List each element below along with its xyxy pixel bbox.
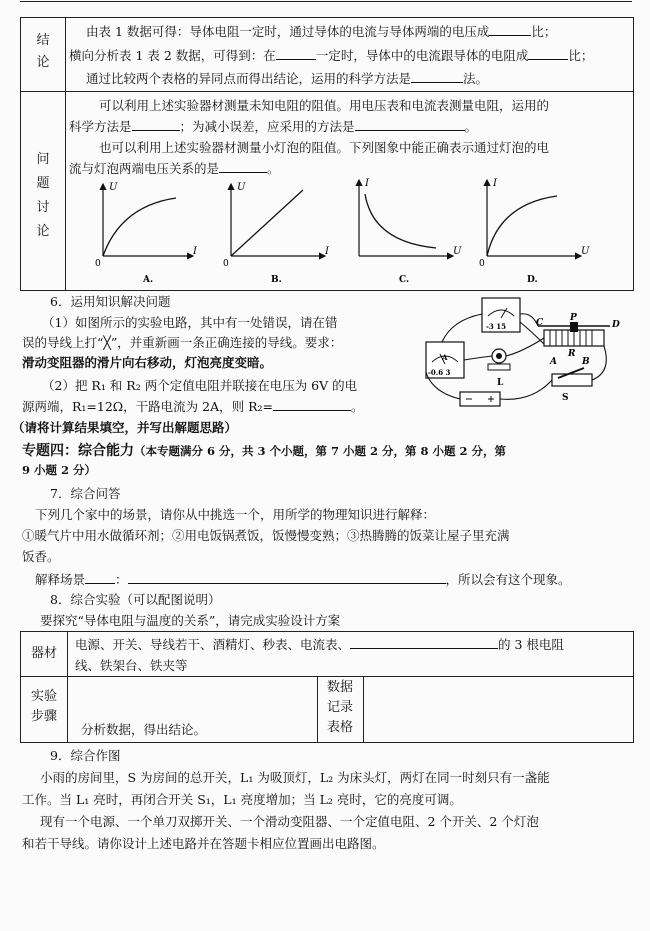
rheostat (536, 313, 620, 367)
graph-b-y-label: U (237, 182, 246, 193)
topic4-heading: 专题四：综合能力（本专题满分 6 分，共 3 个小题，第 7 小题 2 分，第 8 小题 2 分，第 (22, 443, 507, 459)
graph-b-x-label: I (325, 246, 329, 257)
scene-choice-blank[interactable] (85, 571, 115, 584)
point-c: C (536, 318, 544, 328)
q6-p1-line-1: （1）如图所示的实验电路，其中有一处错误，请在错 (42, 315, 338, 330)
ammeter (426, 342, 464, 378)
q9-line-1: 小雨的房间里，S 为房间的总开关，L₁ 为吸顶灯，L₂ 为床头灯，两灯在同一时刻只有一盏能 (40, 770, 550, 785)
discussion-p1-line-1: 可以利用上述实验器材测量未知电阻的阻值。用电压表和电流表测量电阻，运用的 (99, 98, 550, 113)
equipment-line-2: 线、铁架台、铁夹等 (75, 658, 188, 673)
steps-text: 分析数据，得出结论。 (81, 722, 207, 737)
q6-p2-line-2: 源两端，R₁=12Ω，干路电流为 2A，则 R₂= 。 (22, 399, 364, 414)
q9-line-2: 工作。当 L₁ 亮时，再闭合开关 S₁，L₁ 亮度增加；当 L₂ 亮时，它的亮度可调。 (22, 792, 462, 807)
graph-d-y-label: I (493, 178, 497, 189)
graph-b[interactable] (223, 182, 330, 285)
steps-label: 实验 步骤 (30, 689, 57, 724)
discussion-p1-line-2: 科学方法是 ；为减小误差，应采用的方法是 。 (69, 119, 478, 134)
q6-p1-line-3: 滑动变阻器的滑片向右移动，灯泡亮度变暗。 (22, 355, 273, 370)
ammeter-scale: -0.6 3 (428, 368, 451, 377)
top-border (20, 1, 632, 2)
lamp (488, 349, 510, 388)
q7-line-2: ①暖气片中用水做循环剂；②用电饭锅煮饭，饭慢慢变熟；③热腾腾的饭菜让屋子里充满 (22, 528, 510, 543)
point-d: D (612, 320, 620, 330)
graph-a[interactable] (95, 182, 198, 285)
conclusion-line-2: 横向分析表 1 表 2 数据，可得到：在 一定时，导体中的电流跟导体的电阻成 比； (69, 48, 594, 63)
graph-a-label: A. (143, 275, 154, 285)
graph-d-origin: 0 (479, 259, 485, 269)
q6-p1-line-2: 误的导线上打“╳”，并重新画一条正确连接的导线。要求： (22, 335, 343, 350)
graph-c-y-label: I (365, 178, 369, 189)
q7-answer-line: 解释场景 ： ，所以会有这个现象。 (35, 572, 571, 587)
graph-c[interactable] (359, 178, 462, 285)
r2-answer-blank[interactable] (273, 398, 351, 411)
conclusion-line-3: 通过比较两个表格的异同点而得出结论，运用的科学方法是 法。 (86, 71, 489, 86)
equipment-blank[interactable] (350, 636, 498, 649)
graph-b-label: B. (271, 275, 282, 285)
point-p: P (570, 313, 577, 323)
graph-options (81, 176, 621, 286)
conclusion-line-1: 由表 1 数据可得：导体电阻一定时，通过导体的电流与导体两端的电压成 比； (86, 24, 557, 39)
equipment-label: 器材 (30, 646, 57, 661)
q6-p2-line-1: （2）把 R₁ 和 R₂ 两个定值电阻并联接在电压为 6V 的电 (42, 378, 358, 393)
switch (552, 368, 592, 403)
q7-line-1: 下列几个家中的场景，请你从中挑选一个，用所学的物理知识进行解释： (35, 507, 436, 522)
q8-intro: 要探究“导体电阻与温度的关系”，请完成实验设计方案 (40, 613, 341, 628)
explanation-blank[interactable] (128, 571, 446, 584)
equipment-line-1: 电源、开关、导线若干、酒精灯、秒表、电流表、 的 3 根电阻 (75, 637, 564, 652)
graph-c-label: C. (399, 275, 410, 285)
battery (460, 392, 500, 406)
graph-a-x-label: I (193, 246, 197, 257)
voltmeter (482, 298, 520, 332)
graph-b-origin: 0 (223, 259, 229, 269)
q9-title: 9．综合作图 (50, 748, 121, 763)
q6-title: 6．运用知识解决问题 (50, 294, 171, 309)
graph-d[interactable] (479, 178, 590, 285)
graph-a-origin: 0 (95, 259, 101, 269)
conclusion-label: 结 论 (36, 33, 50, 70)
record-label: 数据 记录 表格 (326, 680, 353, 735)
voltmeter-scale: -3 15 (486, 322, 506, 331)
q7-line-3: 饭香。 (22, 549, 60, 564)
graph-d-x-label: U (581, 246, 590, 257)
q9-line-3: 现有一个电源、一个单刀双掷开关、一个滑动变阻器、一个定值电阻、2 个开关、2 个灯泡 (40, 814, 539, 829)
circuit-diagram[interactable] (412, 292, 634, 412)
discussion-p2-line-2: 流与灯泡两端电压关系的是 。 (69, 161, 280, 176)
q8-title: 8．综合实验（可以配图说明） (50, 592, 221, 607)
graph-d-label: D. (527, 275, 538, 285)
point-r: R (568, 349, 576, 359)
switch-label: S (562, 393, 569, 403)
point-a: A (550, 357, 557, 367)
ammeter-label: A (442, 353, 448, 362)
experiment-design-table (20, 631, 634, 743)
point-b: B (582, 357, 590, 367)
lamp-label: L (497, 378, 504, 388)
graph-a-y-label: U (109, 182, 118, 193)
q6-note: （请将计算结果填空，并写出解题思路） (12, 420, 238, 435)
conclusion-discussion-table (20, 17, 634, 291)
q7-title: 7．综合问答 (50, 486, 121, 501)
discussion-label: 问 题 讨 论 (36, 152, 50, 239)
discussion-p2-line-1: 也可以利用上述实验器材测量小灯泡的阻值。下列图象中能正确表示通过灯泡的电 (99, 140, 550, 155)
q9-line-4: 和若干导线。请你设计上述电路并在答题卡相应位置画出电路图。 (22, 836, 385, 851)
topic4-desc-line-2: 9 小题 2 分） (22, 463, 97, 477)
graph-c-x-label: U (453, 246, 462, 257)
